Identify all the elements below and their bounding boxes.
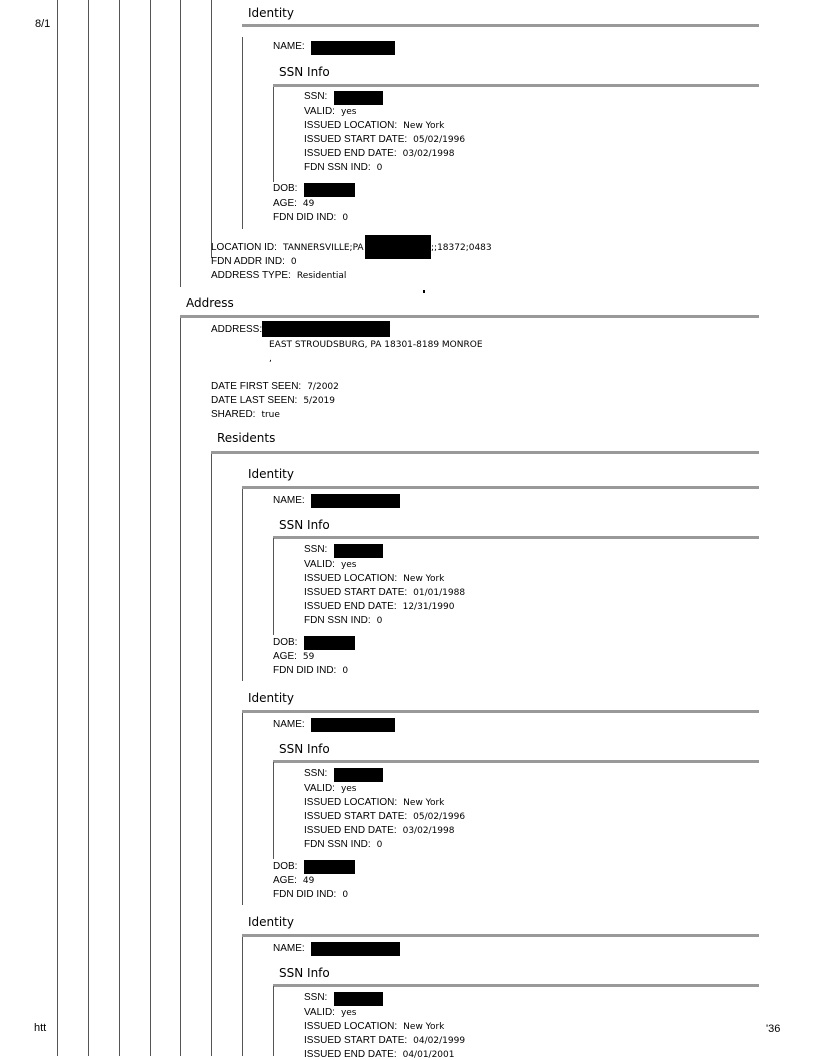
- nest-line: [211, 0, 212, 258]
- section-rule: [242, 934, 759, 937]
- redaction-box: [334, 992, 383, 1006]
- issued-start-value: 01/01/1988: [413, 588, 466, 598]
- ssn-field: [304, 992, 327, 1003]
- section-rule: [242, 486, 759, 489]
- dob-field: [273, 183, 297, 194]
- last-seen-value: 5/2019: [303, 396, 335, 406]
- issued-location-label: ISSUED LOCATION:: [304, 120, 398, 131]
- fdn-ssn-label: FDN SSN IND:: [304, 162, 371, 173]
- location-id-label: LOCATION ID:: [211, 242, 277, 253]
- nest-line: [242, 937, 243, 1056]
- age-value: 59: [302, 652, 315, 662]
- issued-location-field: [304, 573, 444, 584]
- name-field: [273, 719, 305, 730]
- section-rule: [273, 984, 759, 987]
- name-label: NAME:: [273, 41, 305, 52]
- age-label: AGE:: [273, 198, 297, 209]
- age-label: AGE:: [273, 875, 297, 886]
- ssn-info-header: SSN Info: [279, 966, 330, 980]
- first-seen-field: [211, 381, 339, 392]
- issued-location-field: [304, 797, 444, 808]
- issued-end-label: ISSUED END DATE:: [304, 1049, 397, 1060]
- ssn-field: [304, 91, 327, 102]
- address-type-value: Residential: [296, 271, 347, 281]
- redaction-box: [334, 91, 383, 105]
- location-id-suffix: ;;18372;0483: [431, 243, 492, 253]
- last-seen-field: [211, 395, 335, 406]
- fdn-ssn-label: FDN SSN IND:: [304, 839, 371, 850]
- issued-start-label: ISSUED START DATE:: [304, 134, 408, 145]
- identity-header: Identity: [248, 6, 294, 20]
- section-rule: [273, 536, 759, 539]
- fdn-did-label: FDN DID IND:: [273, 889, 337, 900]
- fdn-ssn-field: [304, 162, 382, 173]
- redaction-box: [311, 718, 395, 732]
- identity-header: Identity: [248, 915, 294, 929]
- issued-start-value: 05/02/1996: [413, 135, 466, 145]
- redaction-box: [311, 41, 395, 55]
- fdn-ssn-field: [304, 615, 382, 626]
- nest-line: [180, 317, 181, 1056]
- dob-label: DOB:: [273, 637, 298, 648]
- valid-label: VALID:: [304, 559, 335, 570]
- shared-field: [211, 409, 280, 420]
- fdn-addr-label: FDN ADDR IND:: [211, 256, 285, 267]
- issued-location-field: [304, 1021, 444, 1032]
- valid-value: yes: [340, 784, 357, 794]
- first-seen-value: 7/2002: [307, 382, 339, 392]
- shared-value: true: [261, 410, 280, 420]
- redaction-box: [311, 494, 400, 508]
- age-field: [273, 875, 314, 886]
- nest-line: [273, 85, 274, 182]
- page-url: htt: [34, 1022, 47, 1034]
- fdn-did-value: 0: [342, 666, 349, 676]
- name-field: [273, 41, 305, 52]
- address-type-label: ADDRESS TYPE:: [211, 270, 291, 281]
- nest-line: [180, 0, 181, 287]
- nest-line: [119, 0, 120, 1056]
- nest-line: [57, 0, 58, 1056]
- first-seen-label: DATE FIRST SEEN:: [211, 381, 302, 392]
- redaction-box: [304, 636, 355, 650]
- nest-line: [273, 762, 274, 859]
- location-id-field: [211, 242, 364, 253]
- issued-end-value: 04/01/2001: [402, 1050, 455, 1060]
- issued-location-label: ISSUED LOCATION:: [304, 797, 398, 808]
- issued-location-field: [304, 120, 444, 131]
- section-rule: [211, 451, 759, 454]
- redaction-box: [304, 183, 355, 197]
- address-line3: [269, 353, 272, 364]
- valid-field: [304, 783, 357, 794]
- issued-location-label: ISSUED LOCATION:: [304, 573, 398, 584]
- valid-label: VALID:: [304, 106, 335, 117]
- issued-end-field: [304, 148, 454, 159]
- issued-end-value: 12/31/1990: [402, 602, 455, 612]
- issued-start-label: ISSUED START DATE:: [304, 811, 408, 822]
- redaction-box: [365, 235, 431, 259]
- dob-field: [273, 861, 297, 872]
- identity-header: Identity: [248, 691, 294, 705]
- address-header: Address: [186, 296, 234, 310]
- fdn-did-field: [273, 212, 348, 223]
- nest-line: [273, 986, 274, 1056]
- section-rule: [242, 710, 759, 713]
- valid-value: yes: [340, 1008, 357, 1018]
- section-rule: [180, 315, 759, 318]
- redaction-box: [304, 860, 355, 874]
- valid-field: [304, 1007, 357, 1018]
- nest-line: [150, 0, 151, 1056]
- issued-end-label: ISSUED END DATE:: [304, 825, 397, 836]
- issued-location-label: ISSUED LOCATION:: [304, 1021, 398, 1032]
- ssn-info-header: SSN Info: [279, 65, 330, 79]
- nest-line: [242, 37, 243, 229]
- ssn-label: SSN:: [304, 768, 328, 779]
- fdn-ssn-value: 0: [376, 840, 383, 850]
- address-label: ADDRESS:: [211, 324, 263, 335]
- name-label: NAME:: [273, 495, 305, 506]
- name-field: [273, 943, 305, 954]
- page-date: 8/1: [35, 18, 51, 30]
- last-seen-label: DATE LAST SEEN:: [211, 395, 298, 406]
- redaction-box: [262, 321, 390, 337]
- fdn-did-field: [273, 665, 348, 676]
- issued-location-value: New York: [403, 574, 445, 584]
- valid-field: [304, 559, 357, 570]
- fdn-did-value: 0: [342, 890, 349, 900]
- dob-label: DOB:: [273, 183, 298, 194]
- issued-start-field: [304, 811, 465, 822]
- fdn-did-label: FDN DID IND:: [273, 212, 337, 223]
- section-rule: [273, 760, 759, 763]
- issued-location-value: New York: [403, 1022, 445, 1032]
- issued-start-value: 04/02/1999: [413, 1036, 466, 1046]
- name-label: NAME:: [273, 719, 305, 730]
- redaction-box: [334, 544, 383, 558]
- nest-line: [211, 452, 212, 1056]
- valid-value: yes: [340, 107, 357, 117]
- fdn-ssn-value: 0: [376, 616, 383, 626]
- shared-label: SHARED:: [211, 409, 256, 420]
- section-rule: [273, 84, 759, 87]
- ssn-label: SSN:: [304, 91, 328, 102]
- valid-label: VALID:: [304, 783, 335, 794]
- issued-end-label: ISSUED END DATE:: [304, 148, 397, 159]
- issued-end-field: [304, 1049, 454, 1060]
- fdn-addr-field: [211, 256, 297, 267]
- address-line2: [269, 339, 483, 350]
- age-value: 49: [302, 876, 315, 886]
- redaction-box: [334, 768, 383, 782]
- age-value: 49: [302, 199, 315, 209]
- dob-field: [273, 637, 297, 648]
- issued-end-field: [304, 825, 454, 836]
- nest-line: [242, 489, 243, 681]
- nest-line: [88, 0, 89, 1056]
- identity-header: Identity: [248, 467, 294, 481]
- nest-line: [273, 538, 274, 635]
- age-field: [273, 651, 314, 662]
- fdn-ssn-label: FDN SSN IND:: [304, 615, 371, 626]
- fdn-ssn-field: [304, 839, 382, 850]
- address-line3-value: ,: [269, 354, 272, 364]
- address-type-field: [211, 270, 346, 281]
- fdn-addr-value: 0: [290, 257, 297, 267]
- residents-header: Residents: [217, 431, 276, 445]
- page-number: '36: [766, 1023, 781, 1035]
- issued-start-value: 05/02/1996: [413, 812, 466, 822]
- issued-end-value: 03/02/1998: [402, 149, 455, 159]
- issued-start-label: ISSUED START DATE:: [304, 1035, 408, 1046]
- ssn-info-header: SSN Info: [279, 518, 330, 532]
- dob-label: DOB:: [273, 861, 298, 872]
- age-field: [273, 198, 314, 209]
- section-rule: [242, 24, 759, 27]
- issued-start-field: [304, 1035, 465, 1046]
- valid-label: VALID:: [304, 1007, 335, 1018]
- fdn-did-label: FDN DID IND:: [273, 665, 337, 676]
- stray-mark: [423, 290, 425, 293]
- issued-location-value: New York: [403, 798, 445, 808]
- issued-end-value: 03/02/1998: [402, 826, 455, 836]
- location-id-suffix-field: [431, 242, 492, 253]
- ssn-field: [304, 544, 327, 555]
- issued-end-label: ISSUED END DATE:: [304, 601, 397, 612]
- issued-start-field: [304, 134, 465, 145]
- fdn-did-value: 0: [342, 213, 349, 223]
- issued-location-value: New York: [403, 121, 445, 131]
- redaction-box: [311, 942, 400, 956]
- issued-start-label: ISSUED START DATE:: [304, 587, 408, 598]
- ssn-info-header: SSN Info: [279, 742, 330, 756]
- ssn-label: SSN:: [304, 992, 328, 1003]
- valid-value: yes: [340, 560, 357, 570]
- valid-field: [304, 106, 357, 117]
- ssn-field: [304, 768, 327, 779]
- fdn-ssn-value: 0: [376, 163, 383, 173]
- nest-line: [242, 713, 243, 905]
- age-label: AGE:: [273, 651, 297, 662]
- fdn-did-field: [273, 889, 348, 900]
- name-label: NAME:: [273, 943, 305, 954]
- issued-end-field: [304, 601, 454, 612]
- address-line2-value: EAST STROUDSBURG, PA 18301-8189 MONROE: [269, 340, 483, 350]
- name-field: [273, 495, 305, 506]
- ssn-label: SSN:: [304, 544, 328, 555]
- issued-start-field: [304, 587, 465, 598]
- location-id-prefix: TANNERSVILLE;PA: [282, 243, 364, 253]
- address-field: [211, 324, 262, 335]
